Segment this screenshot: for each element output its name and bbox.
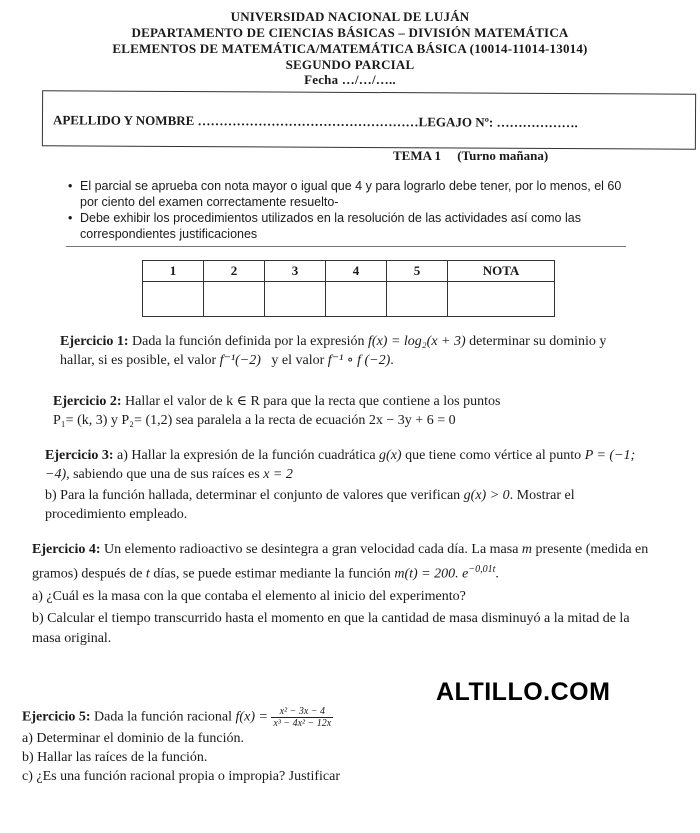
grade-header-nota: NOTA [448, 261, 555, 282]
fraction-denominator: x³ − 4x² − 12x [273, 718, 332, 729]
fraction-numerator: x² − 3x − 4 [271, 706, 333, 718]
grade-cell [204, 282, 265, 317]
exercise-part-c: c) ¿Es una función racional propia o impropia? Justificar [22, 769, 340, 784]
exercise-label: Ejercicio 2: [53, 394, 122, 409]
department-name: DEPARTAMENTO DE CIENCIAS BÁSICAS – DIVISIÓN MATEMÁTICA [131, 25, 569, 40]
function-name: f(x) = [235, 709, 272, 725]
grade-cell [387, 282, 448, 317]
grade-cell [265, 282, 326, 317]
tema-label: TEMA 1 (Turno mañana) [393, 148, 549, 163]
exercise-text: . Mostrar el procedimiento empleado. [45, 488, 575, 522]
grade-header-5: 5 [387, 261, 448, 282]
grade-header-4: 4 [326, 261, 387, 282]
root-value: x = 2 [263, 467, 293, 482]
grade-cell [448, 282, 555, 317]
composition-value: f⁻¹ ∘ f (−2) [327, 353, 391, 368]
exercise-text: días, se puede estimar mediante la función [149, 566, 395, 582]
exercise-3 [45, 446, 645, 524]
grade-header-1: 1 [143, 261, 204, 282]
name-legajo-line: APELLIDO Y NOMBRE ……………………………………………LEGAJO Nº: ………………. [52, 112, 578, 131]
student-info-box [42, 90, 696, 149]
exercise-text: Dada la función racional [90, 709, 236, 725]
function-name: g(x) [379, 448, 402, 463]
university-name: UNIVERSIDAD NACIONAL DE LUJÁN [230, 9, 470, 24]
exercise-text: . [495, 566, 499, 582]
inequality: g(x) > 0 [463, 488, 510, 503]
exam-rules [68, 178, 634, 242]
rational-fraction [271, 706, 333, 729]
exercise-text: Hallar el valor de k ∈ R para que la recta que contiene a los puntos [121, 394, 501, 409]
course-name: ELEMENTOS DE MATEMÁTICA/MATEMÁTICA BÁSICA (10014-11014-13014) [112, 41, 588, 56]
exercise-part-a: a) ¿Cuál es la masa con la que contaba el elemento al inicio del experimento? [32, 588, 466, 604]
exam-title: SEGUNDO PARCIAL [285, 57, 415, 72]
grade-cell [143, 282, 204, 317]
exercise-text: y el valor [260, 353, 328, 368]
exercise-5 [22, 706, 442, 786]
exercise-text: Dada la función definida por la expresión [128, 334, 369, 349]
exercise-label: Ejercicio 5: [22, 709, 91, 725]
exponent: −0,01t [468, 564, 496, 575]
exercise-text: a) Hallar la expresión de la función cuadrática [113, 448, 380, 463]
inverse-value: f⁻¹(−2) [219, 353, 261, 368]
exercise-text: presente (medida en gramos) después de [32, 542, 649, 582]
exercise-text: que tiene como vértice al punto [401, 448, 585, 463]
exercise-label: Ejercicio 3: [45, 448, 114, 463]
function-expression: f(x) = log₂(x + 3) [368, 334, 466, 349]
exercise-2 [53, 392, 633, 430]
exercise-text: Un elemento radioactivo se desintegra a gran velocidad cada día. La masa [100, 542, 522, 557]
exercise-part-b: b) Calcular el tiempo transcurrido hasta el momento en que la cantidad de masa disminuyó a la mitad de la masa original. [32, 610, 630, 646]
divider [66, 246, 626, 247]
grade-header-2: 2 [204, 261, 265, 282]
exercise-text: P₁= (k, 3) y P₂= (1,2) sea paralela a la recta de ecuación 2x − 3y + 6 = 0 [53, 413, 456, 428]
exercise-label: Ejercicio 4: [32, 542, 101, 557]
exercise-part-b: b) Hallar las raíces de la función. [22, 750, 208, 765]
grade-cell [326, 282, 387, 317]
exam-date: Fecha …/…/….. [304, 72, 396, 87]
grades-table [142, 260, 555, 317]
mass-function: m(t) = 200. e [394, 566, 469, 582]
rule-item: • El parcial se aprueba con nota mayor o igual que 4 y para lograrlo debe tener, por lo menos, el 60 por ciento del examen correctamente resuelto- [68, 178, 634, 210]
exercise-1 [60, 332, 640, 370]
exercise-text: , sabiendo que una de sus raíces es [66, 467, 264, 482]
variable: t [145, 566, 150, 582]
variable: m [521, 542, 533, 557]
grade-header-3: 3 [265, 261, 326, 282]
exercise-text: b) Para la función hallada, determinar el conjunto de valores que verifican [45, 488, 464, 503]
exercise-4 [32, 540, 652, 649]
rule-item: • Debe exhibir los procedimientos utilizados en la resolución de las actividades así como las correspondientes justificaciones [68, 210, 634, 242]
exercise-text: determinar su dominio y hallar, si es posible, el valor [60, 334, 607, 368]
exercise-text: . [390, 353, 394, 368]
vertex-point: P = (−1; −4) [45, 448, 636, 482]
exercise-part-a: a) Determinar el dominio de la función. [22, 731, 244, 746]
altillo-watermark: ALTILLO.COM [436, 678, 611, 706]
exercise-label: Ejercicio 1: [60, 334, 129, 349]
